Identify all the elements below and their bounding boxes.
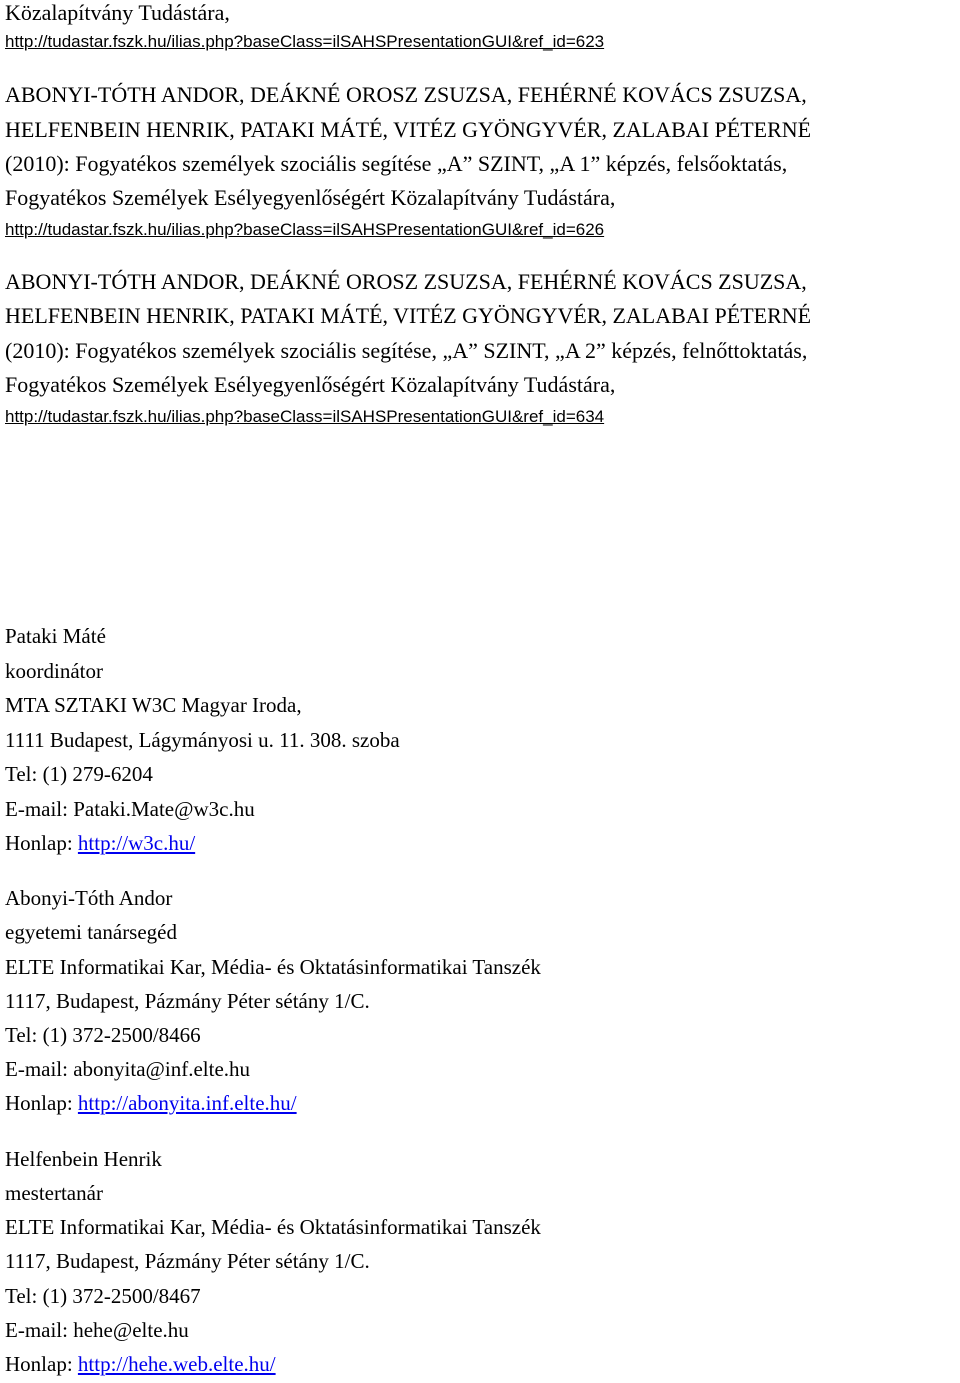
homepage-label: Honlap: [5,1091,78,1115]
homepage-label: Honlap: [5,1352,78,1376]
reference-text-line: Fogyatékos Személyek Esélyegyenlőségért Közalapítvány Tudástára, [5,185,616,210]
homepage-link[interactable]: http://hehe.web.elte.hu/ [77,1352,276,1376]
contact-name: Abonyi-Tóth Andor [5,886,173,910]
contact-homepage [5,830,195,856]
reference-url[interactable]: http://tudastar.fszk.hu/ilias.php?baseClass=ilSAHSPresentationGUI&ref_id=626 [5,220,605,239]
contact-role: mestertanár [5,1181,103,1205]
contact-homepage [5,1090,297,1116]
reference-text-line: ABONYI-TÓTH ANDOR, DEÁKNÉ OROSZ ZSUZSA, FEHÉRNÉ KOVÁCS ZSUZSA, [5,269,807,294]
contact-role: koordinátor [5,659,103,683]
reference-text-line: ABONYI-TÓTH ANDOR, DEÁKNÉ OROSZ ZSUZSA, FEHÉRNÉ KOVÁCS ZSUZSA, [5,82,807,107]
contact-phone: Tel: (1) 372-2500/8466 [5,1023,201,1047]
reference-text-line: (2010): Fogyatékos személyek szociális segítése „A” SZINT, „A 1” képzés, felsőoktatás, [5,151,788,176]
reference-url[interactable]: http://tudastar.fszk.hu/ilias.php?baseClass=ilSAHSPresentationGUI&ref_id=623 [5,32,605,51]
reference-text-line: Közalapítvány Tudástára, [5,0,230,25]
reference-text-line: HELFENBEIN HENRIK, PATAKI MÁTÉ, VITÉZ GYÖNGYVÉR, ZALABAI PÉTERNÉ [5,303,812,328]
contact-name: Pataki Máté [5,624,106,648]
contact-name: Helfenbein Henrik [5,1147,162,1171]
reference-text-line: (2010): Fogyatékos személyek szociális segítése, „A” SZINT, „A 2” képzés, felnőttoktatás, [5,338,808,363]
homepage-link[interactable]: http://w3c.hu/ [77,831,196,855]
contact-email: E-mail: hehe@elte.hu [5,1318,189,1342]
contact-organization: ELTE Informatikai Kar, Média- és Oktatásinformatikai Tanszék [5,955,541,979]
contact-address: 1111 Budapest, Lágymányosi u. 11. 308. szoba [5,728,400,752]
reference-text-line: Fogyatékos Személyek Esélyegyenlőségért Közalapítvány Tudástára, [5,372,616,397]
contact-role: egyetemi tanársegéd [5,920,177,944]
reference-url[interactable]: http://tudastar.fszk.hu/ilias.php?baseClass=ilSAHSPresentationGUI&ref_id=634 [5,407,605,426]
homepage-link[interactable]: http://abonyita.inf.elte.hu/ [77,1091,297,1115]
contact-address: 1117, Budapest, Pázmány Péter sétány 1/C. [5,989,370,1013]
contact-phone: Tel: (1) 372-2500/8467 [5,1284,201,1308]
reference-text-line: HELFENBEIN HENRIK, PATAKI MÁTÉ, VITÉZ GYÖNGYVÉR, ZALABAI PÉTERNÉ [5,117,812,142]
contact-email: E-mail: Pataki.Mate@w3c.hu [5,797,255,821]
contact-email: E-mail: abonyita@inf.elte.hu [5,1057,251,1081]
contact-organization: MTA SZTAKI W3C Magyar Iroda, [5,693,302,717]
contact-address: 1117, Budapest, Pázmány Péter sétány 1/C. [5,1249,370,1273]
homepage-label: Honlap: [5,831,78,855]
contact-homepage [5,1351,276,1377]
contact-phone: Tel: (1) 279-6204 [5,762,153,786]
contact-organization: ELTE Informatikai Kar, Média- és Oktatásinformatikai Tanszék [5,1215,541,1239]
